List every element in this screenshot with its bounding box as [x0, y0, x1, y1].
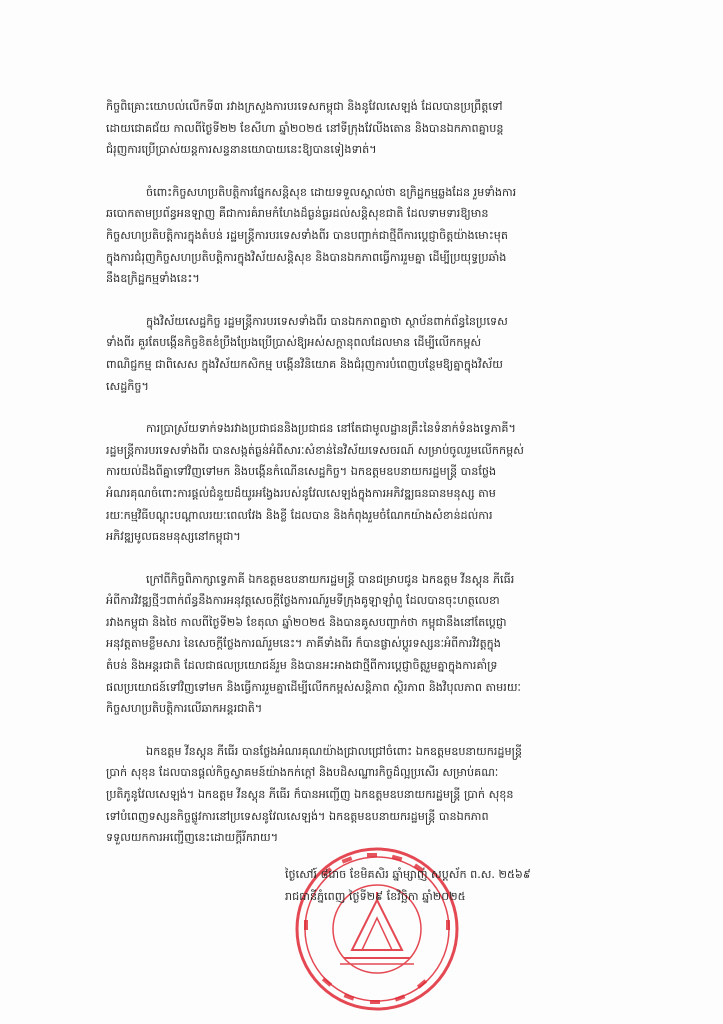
text-line: កិច្ចសហប្រតិបត្តិការលើឆាកអន្តរជាតិ។ [106, 702, 263, 716]
text-line: រដ្ឋមន្ត្រីការបរទេសទាំងពីរ បានសង្កត់ធ្ងន់អំពីសារៈសំខាន់នៃវិស័យទេសចរណ៍ សម្រាប់ចូលរួមលើកកម្ពស់ [106, 443, 524, 457]
paragraph-consultation [106, 96, 646, 161]
text-line: អំពីការវិវឌ្ឍថ្មីៗពាក់ព័ន្ធនឹងការអនុវត្តសេចក្តីថ្លែងការណ៍រួមទីក្រុងគូឡាឡាំពួ ដែលបានចុះហត្ថលេខា [106, 594, 500, 608]
paragraph-security [106, 182, 646, 290]
text-line: ដោយជោគជ័យ កាលពីថ្ងៃទី២២ ខែសីហា ឆ្នាំ២០២៥ នៅទីក្រុងវែលីងតោន និងបានឯកភាពគ្នាបន្ត [106, 121, 504, 135]
text-line: ការយល់ដឹងពីគ្នាទៅវិញទៅមក និងបង្កើនកំណើនសេដ្ឋកិច្ច។ ឯកឧត្តមឧបនាយករដ្ឋមន្ត្រី បានថ្លែង [106, 465, 497, 479]
paragraph-thanks [106, 741, 646, 849]
text-line: ការប្រាស្រ័យទាក់ទងរវាងប្រជាជននិងប្រជាជន នៅតែជាមូលដ្ឋានគ្រឹះនៃទំនាក់ទំនងទ្វេភាគី។ [146, 422, 516, 436]
text-line: អនុវត្តតាមខ្លឹមសារ នៃសេចក្តីថ្លែងការណ៍រួមនេះ។ ភាគីទាំងពីរ ក៏បានផ្លាស់ប្តូរទស្សនៈអំពីការវិវត្តក្នុង [106, 637, 501, 651]
text-line: សេដ្ឋកិច្ច។ [106, 379, 149, 393]
text-line: ឆបោកតាមប្រព័ន្ធអនឡាញ គឺជាការគំរាមកំហែងដ៏ធ្ងន់ធ្ងរដល់សន្តិសុខជាតិ ដែលទាមទារឱ្យមាន [106, 207, 489, 221]
document-date [285, 864, 655, 908]
text-line: ទៅបំពេញទស្សនកិច្ចផ្លូវការនៅប្រទេសនូវែលសេឡង់។ ឯកឧត្តមឧបនាយករដ្ឋមន្ត្រី បានឯកភាព [106, 809, 489, 823]
text-line: នឹងឧក្រិដ្ឋកម្មទាំងនេះ។ [106, 272, 200, 286]
text-line: ទទួលយកការអញ្ជើញនេះដោយក្តីរីករាយ។ [106, 831, 279, 845]
text-line: ចំពោះកិច្ចសហប្រតិបត្តិការផ្នែកសន្តិសុខ ដោយទទួលស្គាល់ថា ឧក្រិដ្ឋកម្មឆ្លងដែន រួមទាំងការ [146, 185, 517, 199]
text-line: ក្រៅពីកិច្ចពិភាក្សាទ្វេភាគី ឯកឧត្តមឧបនាយករដ្ឋមន្ត្រី បានជម្រាបជូន ឯកឧត្តម វីនស្តុន ភីធើរ [146, 572, 515, 586]
text-line: ទាំងពីរ គួរតែបង្កើនកិច្ចខិតខំប្រឹងប្រែងប្រើប្រាស់ឱ្យអស់សក្តានុពលដែលមាន ដើម្បីលើកកម្ពស់ [106, 336, 482, 350]
text-line: អំណរគុណចំពោះការផ្តល់ជំនួយដ៏យូរអង្វែងរបស់នូវែលសេឡង់ក្នុងការអភិវឌ្ឍធនធានមនុស្ស តាម [106, 486, 496, 500]
text-line: ក្នុងការជំរុញកិច្ចសហប្រតិបត្តិការក្នុងវិស័យសន្តិសុខ និងបានឯកភាពធ្វើការរួមគ្នា ដើម្បីប្រយុទ្ធប្រឆាំង [106, 250, 507, 264]
document-body [106, 96, 646, 870]
lunar-date-line: ថ្ងៃសៅរ៍ ៨រោច ខែមិគសិរ ឆ្នាំម្សាញ់ សប្តស័ក ព.ស. ២៥៦៩ [285, 868, 531, 881]
text-line: កិច្ចសហប្រតិបត្តិការក្នុងតំបន់ រដ្ឋមន្ត្រីការបរទេសទាំងពីរ បានបញ្ជាក់ជាថ្មីពីការប្តេជ្ញាចិត្តយ៉ាងមោះមុត [106, 228, 508, 242]
text-line: ប្រតិភូនូវែលសេឡង់។ ឯកឧត្តម វីនស្តុន ភីធើរ ក៏បានអញ្ជើញ ឯកឧត្តមឧបនាយករដ្ឋមន្ត្រី ប្រាក់ សុខុន [106, 788, 514, 802]
paragraph-people [106, 418, 646, 548]
paragraph-economy [106, 311, 646, 397]
text-line: រយៈកម្មវិធីបណ្តុះបណ្តាលរយៈពេលវែង និងខ្លី ដែលបាន និងកំពុងរួមចំណែកយ៉ាងសំខាន់ដល់ការ [106, 508, 493, 522]
paragraph-regional [106, 569, 646, 720]
text-line: ផលប្រយោជន៍ទៅវិញទៅមក និងធ្វើការរួមគ្នាដើម្បីលើកកម្ពស់សន្តិភាព ស្ថិរភាព និងវិបុលភាព តាមរយៈ [106, 680, 521, 694]
text-line: តំបន់ និងអន្តរជាតិ ដែលជាផលប្រយោជន៍រួម និងបានអះអាងជាថ្មីពីការប្តេជ្ញាចិត្តរួមគ្នាក្នុងការគាំទ្រ [106, 659, 498, 673]
text-line: អភិវឌ្ឍមូលធនមនុស្សនៅកម្ពុជា។ [106, 530, 241, 544]
text-line: កិច្ចពិគ្រោះយោបល់លើកទី៣ រវាងក្រសួងការបរទេសកម្ពុជា និងនូវែលសេឡង់ ដែលបានប្រព្រឹត្តទៅ [106, 100, 503, 113]
solar-date-line: រាជធានីភ្នំពេញ ថ្ងៃទី២៩ ខែវិច្ឆិកា ឆ្នាំ២០២៥ [285, 890, 466, 903]
text-line: ជំរុញការប្រើប្រាស់យន្តការសន្ទនានយោបាយនេះឱ្យបានទៀងទាត់។ [106, 143, 377, 157]
text-line: ក្នុងវិស័យសេដ្ឋកិច្ច រដ្ឋមន្ត្រីការបរទេសទាំងពីរ បានឯកភាពគ្នាថា ស្ថាប័នពាក់ព័ន្ធនៃប្រទេស [146, 314, 508, 328]
text-line: ពាណិជ្ជកម្ម ជាពិសេស ក្នុងវិស័យកសិកម្ម បង្កើនវិនិយោគ និងជំរុញការបំពេញបន្ថែមឱ្យគ្នាក្នុងវិស័យ [106, 357, 503, 371]
text-line: ប្រាក់ សុខុន ដែលបានផ្តល់កិច្ចស្វាគមន៍យ៉ាងកក់ក្តៅ និងបដិសណ្ឋារកិច្ចដ៏ល្អប្រសើរ សម្រាប់គណៈ [106, 766, 499, 780]
text-line: ឯកឧត្តម វីនស្តុន ភីធើរ បានថ្លែងអំណរគុណយ៉ាងជ្រាលជ្រៅចំពោះ ឯកឧត្តមឧបនាយករដ្ឋមន្ត្រី [146, 744, 523, 758]
text-line: រវាងកម្ពុជា និងថៃ កាលពីថ្ងៃទី២៦ ខែតុលា ឆ្នាំ២០២៥ និងបានគូសបញ្ជាក់ថា កម្ពុជានឹងនៅតែប្តេជ្ញា [106, 615, 507, 629]
